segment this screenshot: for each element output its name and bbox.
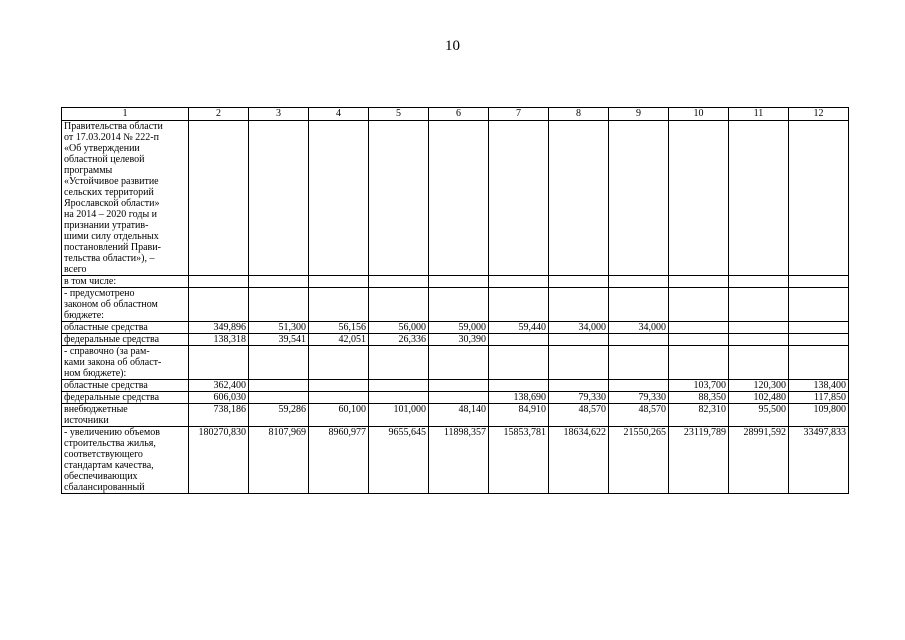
table-cell: 59,286	[249, 404, 309, 427]
table-cell	[669, 346, 729, 380]
page-number: 10	[445, 38, 460, 54]
table-cell	[489, 334, 549, 346]
table-cell	[189, 276, 249, 288]
table-cell	[609, 334, 669, 346]
table-cell	[489, 288, 549, 322]
column-header: 11	[729, 108, 789, 121]
table-cell	[549, 346, 609, 380]
table-cell	[729, 334, 789, 346]
table-row	[62, 380, 849, 392]
row-label-line: Правительства области	[64, 121, 163, 132]
row-label-line: - увеличению объемов	[64, 427, 160, 438]
table-cell	[309, 288, 369, 322]
row-label	[62, 427, 189, 494]
table-row	[62, 121, 849, 276]
table-cell	[789, 322, 849, 334]
row-label-line: строительства жилья,	[64, 438, 156, 449]
table-row	[62, 334, 849, 346]
budget-table	[61, 107, 849, 494]
table-cell: 606,030	[189, 392, 249, 404]
table-cell	[549, 121, 609, 276]
table-cell	[429, 276, 489, 288]
row-label-line: - предусмотрено	[64, 288, 135, 299]
table-cell	[309, 392, 369, 404]
table-cell	[489, 121, 549, 276]
table-cell	[609, 380, 669, 392]
row-label	[62, 276, 189, 288]
table-cell: 138,690	[489, 392, 549, 404]
table-cell: 11898,357	[429, 427, 489, 494]
table-cell	[489, 346, 549, 380]
row-label-line: сбалансированный	[64, 482, 145, 493]
table-row	[62, 276, 849, 288]
table-row	[62, 322, 849, 334]
column-header: 4	[309, 108, 369, 121]
table-cell	[429, 380, 489, 392]
table-cell	[729, 288, 789, 322]
table-cell: 102,480	[729, 392, 789, 404]
table-cell: 56,156	[309, 322, 369, 334]
row-label	[62, 322, 189, 334]
table-cell: 59,000	[429, 322, 489, 334]
column-header: 10	[669, 108, 729, 121]
row-label	[62, 404, 189, 427]
row-label-line: бюджете:	[64, 310, 104, 321]
table-row	[62, 427, 849, 494]
row-label-line: ном бюджете):	[64, 368, 127, 379]
table-cell	[669, 121, 729, 276]
table-cell	[789, 346, 849, 380]
column-header: 12	[789, 108, 849, 121]
table-cell	[549, 334, 609, 346]
table-cell: 88,350	[669, 392, 729, 404]
row-label-line: - справочно (за рам-	[64, 346, 150, 357]
table-cell: 138,318	[189, 334, 249, 346]
row-label-line: внебюджетные	[64, 404, 128, 415]
table-cell: 34,000	[549, 322, 609, 334]
row-label	[62, 392, 189, 404]
column-header: 3	[249, 108, 309, 121]
row-label-line: на 2014 – 2020 годы и	[64, 209, 158, 220]
table-cell: 101,000	[369, 404, 429, 427]
table-cell	[429, 392, 489, 404]
row-label-line: областной целевой	[64, 154, 145, 165]
table-cell: 82,310	[669, 404, 729, 427]
table-cell	[489, 380, 549, 392]
table-cell: 48,570	[549, 404, 609, 427]
table-cell: 51,300	[249, 322, 309, 334]
table-cell: 362,400	[189, 380, 249, 392]
table-cell	[249, 276, 309, 288]
row-label-line: программы	[64, 165, 113, 176]
table-cell	[429, 288, 489, 322]
row-label-line: всего	[64, 264, 87, 275]
table-cell: 39,541	[249, 334, 309, 346]
table-body	[62, 108, 849, 494]
table-cell: 33497,833	[789, 427, 849, 494]
table-cell: 79,330	[549, 392, 609, 404]
table-cell	[369, 276, 429, 288]
table-cell: 56,000	[369, 322, 429, 334]
table-cell: 84,910	[489, 404, 549, 427]
row-label	[62, 121, 189, 276]
table-cell: 138,400	[789, 380, 849, 392]
column-header: 5	[369, 108, 429, 121]
table-cell	[189, 121, 249, 276]
row-label-line: федеральные средства	[64, 392, 160, 403]
table-row	[62, 392, 849, 404]
table-cell	[249, 380, 309, 392]
row-label-line: стандартам качества,	[64, 460, 154, 471]
table-cell: 95,500	[729, 404, 789, 427]
table-row	[62, 404, 849, 427]
table-cell	[789, 334, 849, 346]
table-cell	[309, 380, 369, 392]
table-cell: 28991,592	[729, 427, 789, 494]
table-cell: 48,570	[609, 404, 669, 427]
column-header: 1	[62, 108, 189, 121]
table-cell	[789, 288, 849, 322]
table-cell	[369, 121, 429, 276]
table-cell	[549, 380, 609, 392]
table-cell	[789, 121, 849, 276]
table-cell: 8960,977	[309, 427, 369, 494]
table-cell	[789, 276, 849, 288]
table-cell: 109,800	[789, 404, 849, 427]
table-cell	[249, 346, 309, 380]
table-cell: 34,000	[609, 322, 669, 334]
row-label-line: от 17.03.2014 № 222-п	[64, 132, 159, 143]
table-cell	[189, 346, 249, 380]
row-label-line: «Об утверждении	[64, 143, 140, 154]
row-label-line: шими силу отдельных	[64, 231, 159, 242]
table-cell: 738,186	[189, 404, 249, 427]
table-cell	[609, 121, 669, 276]
row-label-line: «Устойчивое развитие	[64, 176, 159, 187]
table-cell	[729, 121, 789, 276]
column-header: 2	[189, 108, 249, 121]
table-cell	[309, 346, 369, 380]
table-cell	[549, 288, 609, 322]
row-label	[62, 334, 189, 346]
row-label-line: областные средства	[64, 322, 148, 333]
table-cell: 23119,789	[669, 427, 729, 494]
column-header: 6	[429, 108, 489, 121]
table-cell	[189, 288, 249, 322]
table-cell	[249, 288, 309, 322]
table-cell	[489, 276, 549, 288]
table-cell	[309, 121, 369, 276]
table-cell	[729, 276, 789, 288]
table-cell: 117,850	[789, 392, 849, 404]
table-cell	[669, 334, 729, 346]
table-cell: 30,390	[429, 334, 489, 346]
table-cell: 59,440	[489, 322, 549, 334]
table-cell: 180270,830	[189, 427, 249, 494]
table-cell	[429, 121, 489, 276]
table-cell: 120,300	[729, 380, 789, 392]
table-cell: 15853,781	[489, 427, 549, 494]
table-cell	[669, 288, 729, 322]
row-label-line: обеспечивающих	[64, 471, 138, 482]
table-cell: 60,100	[309, 404, 369, 427]
row-label	[62, 380, 189, 392]
table-cell: 79,330	[609, 392, 669, 404]
table-cell	[249, 121, 309, 276]
table-cell: 349,896	[189, 322, 249, 334]
table-cell	[609, 276, 669, 288]
table-row	[62, 288, 849, 322]
row-label-line: федеральные средства	[64, 334, 160, 345]
table-cell	[609, 288, 669, 322]
table-cell: 103,700	[669, 380, 729, 392]
column-header: 9	[609, 108, 669, 121]
table-header-row	[62, 108, 849, 121]
table-cell	[729, 322, 789, 334]
row-label-line: постановлений Прави-	[64, 242, 161, 253]
row-label-line: источники	[64, 415, 109, 426]
row-label-line: соответствующего	[64, 449, 143, 460]
table-cell	[369, 392, 429, 404]
row-label-line: областные средства	[64, 380, 148, 391]
table-cell: 42,051	[309, 334, 369, 346]
table-cell: 8107,969	[249, 427, 309, 494]
row-label-line: законом об областном	[64, 299, 158, 310]
table-cell	[369, 346, 429, 380]
table-cell	[369, 288, 429, 322]
column-header: 7	[489, 108, 549, 121]
row-label-line: ками закона об област-	[64, 357, 162, 368]
row-label-line: в том числе:	[64, 276, 117, 287]
row-label-line: Ярославской области»	[64, 198, 160, 209]
table-row	[62, 346, 849, 380]
row-label	[62, 346, 189, 380]
table-cell	[729, 346, 789, 380]
table-cell	[669, 322, 729, 334]
table-cell: 9655,645	[369, 427, 429, 494]
table-cell: 18634,622	[549, 427, 609, 494]
column-header: 8	[549, 108, 609, 121]
table-cell	[609, 346, 669, 380]
table-cell	[549, 276, 609, 288]
row-label-line: признании утратив-	[64, 220, 149, 231]
table-cell	[429, 346, 489, 380]
row-label-line: сельских территорий	[64, 187, 154, 198]
table-cell	[309, 276, 369, 288]
table-cell	[249, 392, 309, 404]
table-cell	[369, 380, 429, 392]
table-cell: 21550,265	[609, 427, 669, 494]
table-cell: 48,140	[429, 404, 489, 427]
row-label	[62, 288, 189, 322]
table-cell	[669, 276, 729, 288]
table-cell: 26,336	[369, 334, 429, 346]
row-label-line: тельства области»), –	[64, 253, 155, 264]
